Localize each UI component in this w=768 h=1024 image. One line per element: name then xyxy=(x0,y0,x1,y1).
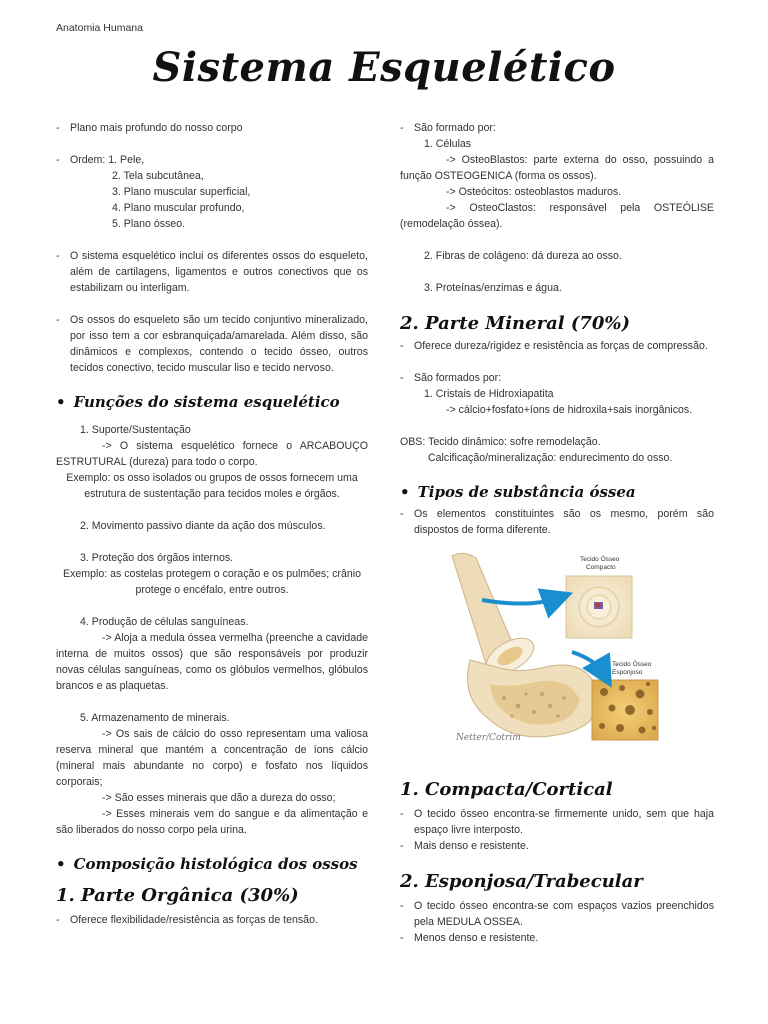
bone-figure-svg xyxy=(400,548,714,758)
organica-heading: 1. Parte Orgânica (30%) xyxy=(56,885,299,906)
bullet-mineral: - Oferece dureza/rigidez e resistência as forças de compressão. xyxy=(400,340,708,352)
ordem-line-4: 4. Plano muscular profundo, xyxy=(112,202,245,214)
subject-label: Anatomia Humana xyxy=(56,22,143,34)
section-tipos-heading: • Tipos de substância óssea xyxy=(400,483,636,501)
bullet-ossos: - Os ossos do esqueleto são um tecido conjuntivo mineralizado, por isso tem a cor esbranquiçada/amarelada. Além disso, são dinâmicos e complexos, contendo o tecido ósseo, outros tecidos conectivo, tecido muscular liso e tecido nervoso. xyxy=(56,314,368,374)
funcao-3: 3. Proteção dos órgãos internos. Exemplo: as costelas protegem o coração e os pulmões; crânio protege o encéfalo, entre outros. xyxy=(63,552,361,596)
bullet-compacta-1: - O tecido ósseo encontra-se firmemente unido, sem que haja espaço livre interposto. xyxy=(400,808,714,836)
page-title: Sistema Esquelético xyxy=(152,44,616,91)
left-column xyxy=(56,120,368,928)
bullet-esponjosa-2: - Menos denso e resistente. xyxy=(400,932,539,944)
bullet-tipos: - Os elementos constituintes são os mesmo, porém são dispostos de forma diferente. xyxy=(400,508,714,536)
obs-block: OBS: Tecido dinâmico: sofre remodelação. Calcificação/mineralização: endurecimento do osso. xyxy=(400,436,673,464)
bullet-esponjosa-1: - O tecido ósseo encontra-se com espaços vazios preenchidos pela MEDULA OSSEA. xyxy=(400,900,714,928)
bone-illustration xyxy=(400,548,714,758)
signature: Netter/Cotrim xyxy=(456,733,521,743)
bullet-compacta-2: - Mais denso e resistente. xyxy=(400,840,529,852)
mineral-heading: 2. Parte Mineral (70%) xyxy=(400,313,631,334)
bullet-plano: - Plano mais profundo do nosso corpo xyxy=(56,122,243,134)
ordem-line-2: 2. Tela subcutânea, xyxy=(112,170,204,182)
ordem-line-5: 5. Plano ósseo. xyxy=(112,218,186,230)
funcao-2: 2. Movimento passivo diante da ação dos músculos. xyxy=(80,520,326,532)
bullet-organica: - Oferece flexibilidade/resistência as forças de tensão. xyxy=(56,914,318,926)
section-composicao-heading: • Composição histológica dos ossos xyxy=(56,855,358,873)
label-esponjoso-line1: Tecido Ósseo xyxy=(612,661,652,668)
bullet-sistema: - O sistema esquelético inclui os diferentes ossos do esqueleto, além de cartilagens, ligamentos e outros conectivos que os estabilizam ou interligam. xyxy=(56,250,368,294)
funcao-5: 5. Armazenamento de minerais. -> Os sais de cálcio do osso representam uma valiosa reserva mineral que mantém a concentração de íons cálcio (mineral mais abundante no corpo) e fosfato nos líquidos corporais; -> São esses minerais que dão a dureza do osso; -> Esses minerais vem do sangue e da alimentação e são liberados do nosso corpo pela urina. xyxy=(56,712,368,836)
cristais-block: - São formados por: 1. Cristais de Hidroxiapatita -> cálcio+fosfato+íons de hidroxila+sais inorgânicos. xyxy=(400,372,693,416)
ordem-list: - Ordem: 1. Pele, 2. Tela subcutânea, 3. Plano muscular superficial, 4. Plano muscular profundo, 5. Plano ósseo. xyxy=(56,152,368,232)
ordem-line-3: 3. Plano muscular superficial, xyxy=(112,186,251,198)
funcao-1: 1. Suporte/Sustentação -> O sistema esquelético fornece o ARCABOUÇO ESTRUTURAL (dureza) para todo o corpo. Exemplo: os osso isolados ou grupos de ossos fornecem uma estrutura de sustentação para tecidos moles e órgãos. xyxy=(56,424,368,500)
proteinas-line: 3. Proteínas/enzimas e água. xyxy=(424,282,562,294)
compacta-heading: 1. Compacta/Cortical xyxy=(400,779,613,800)
celulas-block: - São formado por: 1. Células -> OsteoBlastos: parte externa do osso, possuindo a função OSTEOGENICA (forma os ossos). -> Osteócitos: osteoblastos maduros. -> OsteoClastos: responsável pela OSTEÓLISE (remodelação óssea). xyxy=(400,122,714,230)
esponjosa-heading: 2. Esponjosa/Trabecular xyxy=(400,871,643,892)
right-column xyxy=(400,120,714,946)
label-compacto-line1: Tecido Ósseo xyxy=(580,556,620,563)
ordem-line-1: Ordem: 1. Pele, xyxy=(70,154,145,166)
funcao-4: 4. Produção de células sanguíneas. -> Aloja a medula óssea vermelha (preenche a cavidade interna de muitos ossos) que são responsáveis por produzir novas células sanguíneas, como os glóbulos vermelhos, glóbulos brancos e as plaquetas. xyxy=(56,616,368,692)
label-compacto-line2: Compacto xyxy=(586,564,616,571)
fibras-line: 2. Fibras de colágeno: dá dureza ao osso. xyxy=(424,250,622,262)
label-esponjoso-line2: Esponjoso xyxy=(612,669,643,676)
section-funcoes-heading: • Funções do sistema esquelético xyxy=(56,393,340,411)
